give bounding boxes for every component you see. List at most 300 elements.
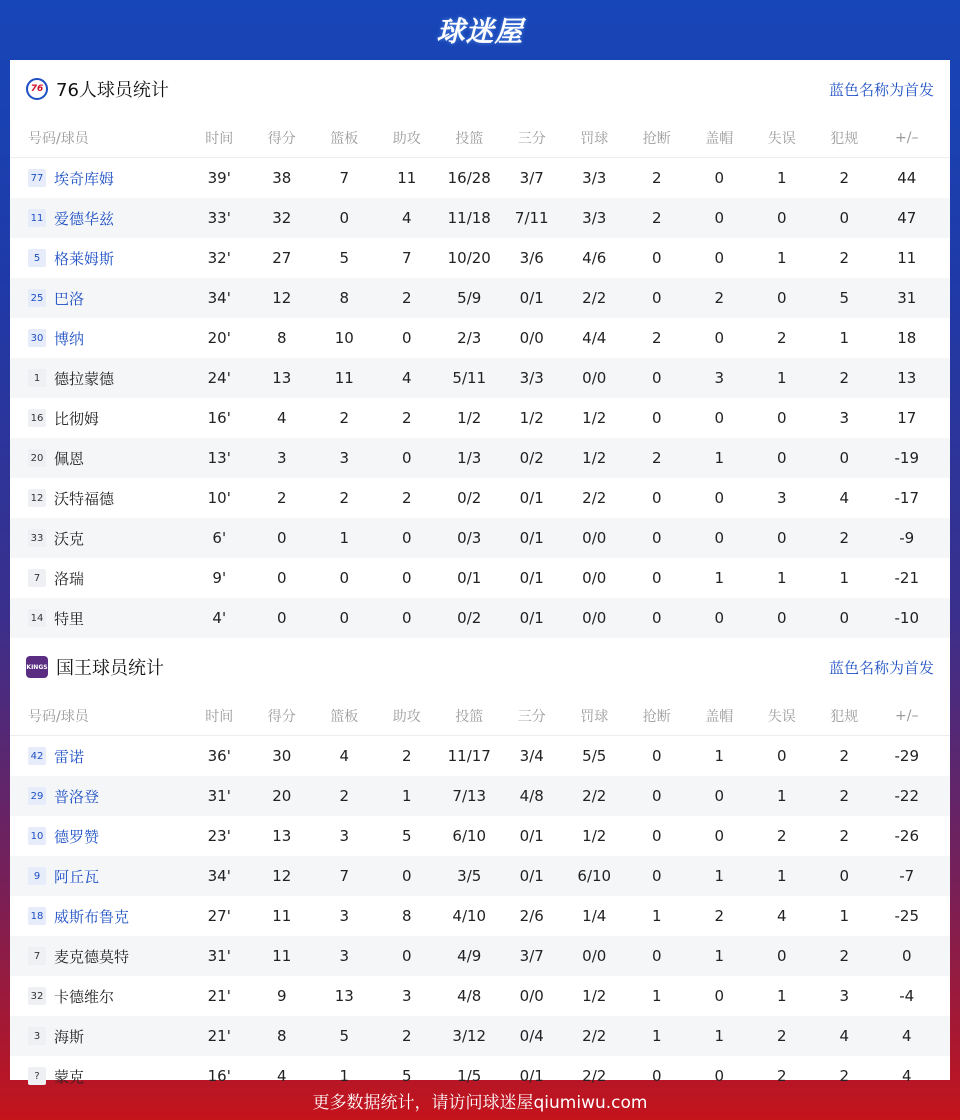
player-name[interactable]: 阿丘瓦 — [54, 867, 100, 886]
stat-cell: 16' — [207, 1067, 231, 1085]
stat-cell: 3 — [339, 947, 350, 965]
stat-cell: 0 — [776, 209, 787, 227]
stat-cell: 2 — [276, 489, 287, 507]
stat-cell: 31 — [897, 289, 917, 307]
stat-cell: 1 — [839, 569, 850, 587]
stat-cell: 4 — [839, 1027, 850, 1045]
stat-cell: 2 — [401, 489, 412, 507]
section-header — [10, 638, 950, 696]
stat-cell: 2 — [839, 747, 850, 765]
stat-cell: -21 — [894, 569, 919, 587]
stat-cell: 0/1 — [519, 1067, 544, 1085]
player-cell[interactable] — [10, 528, 188, 549]
stat-cell: 5/5 — [582, 747, 607, 765]
stat-cell: 1 — [714, 747, 725, 765]
jersey-number: 11 — [28, 209, 46, 227]
stat-cell: 6/10 — [452, 827, 487, 845]
stat-cell: 11 — [397, 169, 417, 187]
stat-cell: 39' — [207, 169, 231, 187]
table-row — [10, 816, 950, 856]
stat-cell: 0 — [651, 787, 662, 805]
column-header[interactable]: +/– — [895, 129, 919, 146]
stat-cell: 2 — [651, 169, 662, 187]
stat-cell: 34' — [207, 289, 231, 307]
jersey-number: 7 — [28, 569, 46, 587]
stat-cell: 4/4 — [582, 329, 607, 347]
stat-cell: 1 — [776, 369, 787, 387]
stat-cell: 0 — [401, 449, 412, 467]
stat-cell: 1/2 — [457, 409, 482, 427]
jersey-number: 25 — [28, 289, 46, 307]
stat-cell: -7 — [899, 867, 915, 885]
stat-cell: 5/11 — [452, 369, 487, 387]
stat-cell: 0 — [651, 947, 662, 965]
player-cell[interactable] — [10, 368, 188, 389]
stat-cell: 0/1 — [519, 569, 544, 587]
stat-cell: 11 — [334, 369, 354, 387]
player-cell[interactable] — [10, 208, 188, 229]
player-name[interactable]: 洛瑞 — [54, 569, 85, 588]
player-name[interactable]: 威斯布鲁克 — [54, 907, 130, 926]
jersey-number: 18 — [28, 907, 46, 925]
stat-cell: 1/2 — [582, 987, 607, 1005]
team-name: 国王球员统计 — [56, 658, 164, 679]
stat-cell: 0 — [651, 529, 662, 547]
team-sections — [10, 60, 950, 1096]
stat-cell: 5 — [339, 1027, 350, 1045]
stat-cell: -25 — [894, 907, 919, 925]
column-header[interactable]: 三分 — [517, 708, 546, 725]
stat-cell: 4 — [776, 907, 787, 925]
player-name[interactable]: 佩恩 — [54, 449, 85, 468]
column-header[interactable]: 号码/球员 — [28, 130, 89, 147]
player-cell[interactable] — [10, 328, 188, 349]
player-cell[interactable] — [10, 906, 188, 927]
stat-cell: 0 — [714, 249, 725, 267]
footer-text: 更多数据统计，请访问球迷屋qiumiwu.com — [312, 1092, 648, 1113]
stat-cell: 2/6 — [519, 907, 544, 925]
stat-cell: 6' — [212, 529, 227, 547]
stat-cell: 0/0 — [582, 569, 607, 587]
starter-legend: 蓝色名称为首发 — [828, 80, 934, 99]
stats-table — [10, 696, 950, 1096]
stat-cell: 9 — [276, 987, 287, 1005]
stat-cell: 0 — [339, 609, 350, 627]
table-header-row — [10, 696, 950, 736]
column-header[interactable]: 罚球 — [580, 130, 609, 147]
stat-cell: -22 — [894, 787, 919, 805]
stat-cell: 11/17 — [447, 747, 491, 765]
stat-cell: 0 — [651, 489, 662, 507]
stat-cell: 3 — [276, 449, 287, 467]
table-row — [10, 598, 950, 638]
column-header[interactable]: 盖帽 — [705, 708, 734, 725]
column-header[interactable]: 罚球 — [580, 708, 609, 725]
table-row — [10, 358, 950, 398]
column-header[interactable]: 盖帽 — [705, 130, 734, 147]
stat-cell: 1 — [714, 569, 725, 587]
stat-cell: 4/9 — [457, 947, 482, 965]
stat-cell: 21' — [207, 987, 231, 1005]
stat-cell: 3/3 — [582, 169, 607, 187]
stat-cell: 0/2 — [519, 449, 544, 467]
stat-cell: 2/3 — [457, 329, 482, 347]
stat-cell: 3 — [339, 827, 350, 845]
column-header[interactable]: 助攻 — [392, 708, 421, 725]
stat-cell: 2 — [839, 249, 850, 267]
column-header[interactable]: 时间 — [205, 130, 234, 147]
stat-cell: 1 — [776, 987, 787, 1005]
column-header[interactable]: 失误 — [767, 130, 796, 147]
stat-cell: 2/2 — [582, 1067, 607, 1085]
stat-cell: 1 — [714, 1027, 725, 1045]
stat-cell: 0 — [839, 209, 850, 227]
stat-cell: 0 — [401, 529, 412, 547]
stat-cell: 0 — [339, 569, 350, 587]
stat-cell: 6/10 — [577, 867, 612, 885]
player-name[interactable]: 爱德华兹 — [54, 209, 115, 228]
table-row — [10, 776, 950, 816]
stat-cell: 11 — [272, 907, 292, 925]
column-header[interactable]: 时间 — [205, 708, 234, 725]
column-header[interactable]: 三分 — [517, 130, 546, 147]
stat-cell: 2 — [651, 329, 662, 347]
stat-cell: 0 — [401, 609, 412, 627]
stat-cell: 0 — [651, 867, 662, 885]
player-cell[interactable] — [10, 168, 188, 189]
team-title — [26, 654, 164, 680]
jersey-number: 3 — [28, 1027, 46, 1045]
jersey-number: 12 — [28, 489, 46, 507]
stat-cell: 1 — [776, 569, 787, 587]
jersey-number: 77 — [28, 169, 46, 187]
player-cell[interactable] — [10, 288, 188, 309]
column-header[interactable]: 犯规 — [830, 708, 859, 725]
stat-cell: 0 — [714, 609, 725, 627]
player-cell[interactable] — [10, 488, 188, 509]
stat-cell: 31' — [207, 947, 231, 965]
stat-cell: 0 — [651, 569, 662, 587]
column-header[interactable]: 得分 — [267, 130, 296, 147]
stat-cell: 4 — [276, 409, 287, 427]
jersey-number: ? — [28, 1067, 46, 1085]
stat-cell: 2 — [401, 409, 412, 427]
stat-cell: 0 — [714, 209, 725, 227]
stat-cell: -10 — [894, 609, 919, 627]
stat-cell: 1 — [714, 947, 725, 965]
jersey-number: 7 — [28, 947, 46, 965]
column-header[interactable]: 助攻 — [392, 130, 421, 147]
stat-cell: 1 — [714, 867, 725, 885]
column-header[interactable]: 犯规 — [830, 130, 859, 147]
player-name[interactable]: 蒙克 — [54, 1067, 85, 1086]
stat-cell: -4 — [899, 987, 915, 1005]
stat-cell: 0/0 — [519, 987, 544, 1005]
stat-cell: 20' — [207, 329, 231, 347]
column-header[interactable]: 投篮 — [455, 708, 484, 725]
stats-table — [10, 118, 950, 638]
stat-cell: 11 — [897, 249, 917, 267]
stat-cell: 0 — [839, 867, 850, 885]
stat-cell: 13 — [272, 369, 292, 387]
stat-cell: 0 — [714, 987, 725, 1005]
player-name[interactable]: 博纳 — [54, 329, 85, 348]
stat-cell: 1/2 — [582, 449, 607, 467]
jersey-number: 5 — [28, 249, 46, 267]
player-cell[interactable] — [10, 408, 188, 429]
stat-cell: 5 — [839, 289, 850, 307]
brand-logo: 球迷屋 — [436, 15, 524, 48]
stat-cell: 2 — [776, 827, 787, 845]
stat-cell: 1 — [839, 907, 850, 925]
table-row — [10, 478, 950, 518]
stat-cell: 0 — [714, 1067, 725, 1085]
stat-cell: 1 — [651, 987, 662, 1005]
player-name[interactable]: 雷诺 — [54, 747, 85, 766]
team-logo-icon: 76 — [26, 78, 48, 100]
stat-cell: 0 — [276, 529, 287, 547]
stat-cell: 0 — [776, 529, 787, 547]
table-row — [10, 518, 950, 558]
stat-cell: 30 — [272, 747, 292, 765]
stat-cell: 2/2 — [582, 1027, 607, 1045]
column-header[interactable]: 篮板 — [330, 708, 359, 725]
stat-cell: 2 — [339, 787, 350, 805]
stat-cell: 8 — [339, 289, 350, 307]
player-cell[interactable] — [10, 448, 188, 469]
stat-cell: 0 — [651, 289, 662, 307]
stat-cell: 8 — [276, 329, 287, 347]
player-cell[interactable] — [10, 568, 188, 589]
stat-cell: 0/2 — [457, 489, 482, 507]
table-header-row — [10, 118, 950, 158]
jersey-number: 29 — [28, 787, 46, 805]
stat-cell: 9' — [212, 569, 227, 587]
stat-cell: 34' — [207, 867, 231, 885]
stat-cell: 2 — [839, 827, 850, 845]
stat-cell: 5 — [401, 1067, 412, 1085]
player-cell[interactable] — [10, 608, 188, 629]
player-cell[interactable] — [10, 1026, 188, 1047]
player-name[interactable]: 德拉蒙德 — [54, 369, 115, 388]
stat-cell: 2 — [651, 449, 662, 467]
stat-cell: 18 — [897, 329, 917, 347]
stat-cell: 20 — [272, 787, 292, 805]
column-header[interactable]: +/– — [895, 707, 919, 724]
jersey-number: 20 — [28, 449, 46, 467]
stat-cell: 8 — [401, 907, 412, 925]
player-cell[interactable] — [10, 786, 188, 807]
stat-cell: 4 — [901, 1027, 912, 1045]
jersey-number: 33 — [28, 529, 46, 547]
stat-cell: 3/3 — [582, 209, 607, 227]
stat-cell: 13' — [207, 449, 231, 467]
stat-cell: 2 — [339, 489, 350, 507]
stat-cell: 3/12 — [452, 1027, 487, 1045]
stat-cell: 0/0 — [582, 369, 607, 387]
player-name[interactable]: 格莱姆斯 — [54, 249, 115, 268]
stat-cell: 7 — [339, 169, 350, 187]
stat-cell: 3 — [714, 369, 725, 387]
stat-cell: 44 — [897, 169, 917, 187]
stat-cell: 4 — [901, 1067, 912, 1085]
jersey-number: 10 — [28, 827, 46, 845]
table-row — [10, 896, 950, 936]
stat-cell: 2 — [839, 369, 850, 387]
stat-cell: 0 — [776, 747, 787, 765]
team-title — [26, 76, 169, 102]
stat-cell: -17 — [894, 489, 919, 507]
stat-cell: 2 — [339, 409, 350, 427]
stat-cell: 4/6 — [582, 249, 607, 267]
table-row — [10, 238, 950, 278]
stat-cell: 1 — [401, 787, 412, 805]
column-header[interactable]: 失误 — [767, 708, 796, 725]
stat-cell: 32' — [207, 249, 231, 267]
stat-cell: 4 — [839, 489, 850, 507]
table-row — [10, 278, 950, 318]
table-row — [10, 976, 950, 1016]
stat-cell: 2 — [401, 289, 412, 307]
stat-cell: 0 — [776, 289, 787, 307]
stat-cell: 3/6 — [519, 249, 544, 267]
jersey-number: 14 — [28, 609, 46, 627]
player-cell[interactable] — [10, 866, 188, 887]
team-section — [10, 638, 950, 1096]
stat-cell: 21' — [207, 1027, 231, 1045]
stat-cell: 1 — [776, 787, 787, 805]
stat-cell: 0 — [714, 489, 725, 507]
table-row — [10, 1016, 950, 1056]
stat-cell: 0 — [401, 569, 412, 587]
stat-cell: 7 — [339, 867, 350, 885]
stat-cell: 4/10 — [452, 907, 487, 925]
table-row — [10, 198, 950, 238]
stat-cell: 2 — [714, 289, 725, 307]
team-name: 76人球员统计 — [56, 80, 169, 101]
table-row — [10, 558, 950, 598]
stat-cell: 4 — [401, 209, 412, 227]
stat-cell: 3 — [339, 449, 350, 467]
stat-cell: 0 — [901, 947, 912, 965]
stat-cell: -19 — [894, 449, 919, 467]
stat-cell: 0 — [714, 529, 725, 547]
player-name[interactable]: 沃克 — [54, 529, 85, 548]
stat-cell: 0/1 — [457, 569, 482, 587]
column-header[interactable]: 投篮 — [455, 130, 484, 147]
stat-cell: 0 — [401, 947, 412, 965]
stat-cell: 0/1 — [519, 529, 544, 547]
footer-banner[interactable] — [0, 1080, 960, 1120]
player-name[interactable]: 比彻姆 — [54, 409, 100, 428]
stat-cell: 7/11 — [514, 209, 549, 227]
stat-cell: 32 — [272, 209, 292, 227]
stat-cell: 12 — [272, 867, 292, 885]
stat-cell: 0/1 — [519, 289, 544, 307]
player-cell[interactable] — [10, 946, 188, 967]
column-header[interactable]: 抢断 — [642, 130, 671, 147]
stat-cell: 4 — [401, 369, 412, 387]
stat-cell: 4 — [276, 1067, 287, 1085]
stat-cell: 1 — [714, 449, 725, 467]
player-cell[interactable] — [10, 826, 188, 847]
stat-cell: 0 — [651, 409, 662, 427]
stat-cell: 1 — [776, 249, 787, 267]
stat-cell: 0 — [651, 609, 662, 627]
stat-cell: 0 — [839, 609, 850, 627]
stat-cell: 0 — [651, 747, 662, 765]
stat-cell: 0 — [651, 1067, 662, 1085]
stat-cell: 3 — [776, 489, 787, 507]
stat-cell: 2 — [651, 209, 662, 227]
stat-cell: 0 — [714, 787, 725, 805]
stat-cell: 2 — [714, 907, 725, 925]
player-name[interactable]: 海斯 — [54, 1027, 85, 1046]
team-section — [10, 60, 950, 638]
stat-cell: 2/2 — [582, 489, 607, 507]
stat-cell: 3/5 — [457, 867, 482, 885]
stat-cell: 0/0 — [582, 609, 607, 627]
stat-cell: 2 — [839, 169, 850, 187]
player-cell[interactable] — [10, 986, 188, 1007]
column-header[interactable]: 篮板 — [330, 130, 359, 147]
stat-cell: 2 — [401, 747, 412, 765]
player-name[interactable]: 卡德维尔 — [54, 987, 115, 1006]
stat-cell: 5/9 — [457, 289, 482, 307]
stat-cell: 27' — [207, 907, 231, 925]
stat-cell: 3 — [839, 409, 850, 427]
stat-cell: 0/1 — [519, 827, 544, 845]
player-cell[interactable] — [10, 746, 188, 767]
stat-cell: 23' — [207, 827, 231, 845]
stat-cell: 0 — [714, 169, 725, 187]
team-logo-icon: KINGS — [26, 656, 48, 678]
stat-cell: 0 — [714, 329, 725, 347]
stat-cell: 10 — [334, 329, 354, 347]
stat-cell: 0 — [776, 449, 787, 467]
column-header[interactable]: 抢断 — [642, 708, 671, 725]
stat-cell: 4/8 — [519, 787, 544, 805]
stat-cell: 38 — [272, 169, 292, 187]
stat-cell: 31' — [207, 787, 231, 805]
stat-cell: 5 — [401, 827, 412, 845]
jersey-number: 1 — [28, 369, 46, 387]
stat-cell: 13 — [897, 369, 917, 387]
table-row — [10, 438, 950, 478]
column-header[interactable]: 得分 — [267, 708, 296, 725]
stat-cell: 2 — [401, 1027, 412, 1045]
stat-cell: 1/3 — [457, 449, 482, 467]
stat-cell: 0/0 — [582, 947, 607, 965]
player-name[interactable]: 德罗赞 — [54, 827, 100, 846]
player-name[interactable]: 普洛登 — [54, 787, 100, 806]
player-cell[interactable] — [10, 248, 188, 269]
stat-cell: 0/0 — [519, 329, 544, 347]
stat-cell: 10/20 — [447, 249, 491, 267]
stat-cell: 1 — [651, 1027, 662, 1045]
player-name[interactable]: 麦克德莫特 — [54, 947, 130, 966]
column-header[interactable]: 号码/球员 — [28, 708, 89, 725]
stat-cell: 1 — [339, 1067, 350, 1085]
table-row — [10, 158, 950, 198]
stat-cell: 3/7 — [519, 947, 544, 965]
player-name[interactable]: 特里 — [54, 609, 85, 628]
player-name[interactable]: 埃奇库姆 — [54, 169, 115, 188]
stat-cell: 0 — [651, 249, 662, 267]
stat-cell: 13 — [334, 987, 354, 1005]
player-name[interactable]: 沃特福德 — [54, 489, 115, 508]
player-name[interactable]: 巴洛 — [54, 289, 85, 308]
